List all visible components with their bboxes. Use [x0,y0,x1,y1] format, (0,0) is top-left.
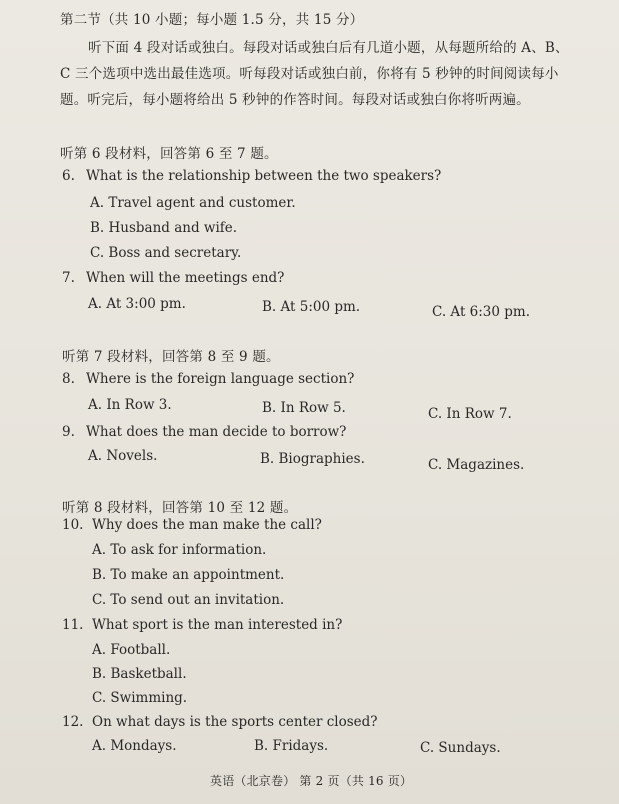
option-a: A. Mondays. [92,738,177,754]
question-number: 9. [62,424,75,440]
question-text: Why does the man make the call? [92,517,322,533]
option-c: C. To send out an invitation. [92,592,285,608]
option-b: B. Fridays. [254,738,329,754]
question-text: On what days is the sports center closed? [92,714,378,730]
question-number: 12. [62,714,84,730]
question-text: What is the relationship between the two speakers? [86,168,442,184]
question-number: 10. [62,517,84,533]
option-c: C. Swimming. [92,690,188,706]
option-a: A. Travel agent and customer. [90,195,296,211]
option-c: C. In Row 7. [428,406,512,422]
option-c: C. Sundays. [420,740,501,756]
instruction-line-2: C 三个选项中选出最佳选项。听每段对话或独白前，你将有 5 秒钟的时间阅读每小 [60,66,559,82]
option-c: C. Boss and secretary. [90,245,242,261]
option-a: A. To ask for information. [92,542,267,558]
page-footer: 英语（北京卷） 第 2 页（共 16 页） [210,774,413,788]
instruction-line-1: 听下面 4 段对话或独白。每段对话或独白后有几道小题，从每题所给的 A、B、 [88,40,569,56]
question-number: 6. [62,168,75,184]
question-text: Where is the foreign language section? [86,371,355,387]
question-number: 8. [62,371,75,387]
option-b: B. In Row 5. [262,400,346,416]
option-a: A. In Row 3. [88,397,172,413]
question-number: 11. [62,617,84,633]
group-heading-6: 听第 6 段材料，回答第 6 至 7 题。 [60,146,278,162]
instruction-line-3: 题。听完后，每小题将给出 5 秒钟的作答时间。每段对话或独白你将听两遍。 [60,92,530,108]
option-b: B. To make an appointment. [92,567,285,583]
option-c: C. Magazines. [428,457,525,473]
option-b: B. Biographies. [260,451,365,467]
option-b: B. At 5:00 pm. [262,299,361,315]
section-title: 第二节（共 10 小题；每小题 1.5 分，共 15 分） [60,12,364,28]
option-c: C. At 6:30 pm. [432,304,531,320]
option-a: A. At 3:00 pm. [88,296,186,312]
question-text: What sport is the man interested in? [92,617,343,633]
option-a: A. Novels. [88,448,158,464]
group-heading-8: 听第 8 段材料，回答第 10 至 12 题。 [62,500,298,516]
option-b: B. Husband and wife. [90,220,238,236]
group-heading-7: 听第 7 段材料，回答第 8 至 9 题。 [62,349,280,365]
question-text: When will the meetings end? [86,270,285,286]
question-number: 7. [62,270,75,286]
question-text: What does the man decide to borrow? [86,424,347,440]
option-a: A. Football. [92,642,171,658]
option-b: B. Basketball. [92,666,187,682]
